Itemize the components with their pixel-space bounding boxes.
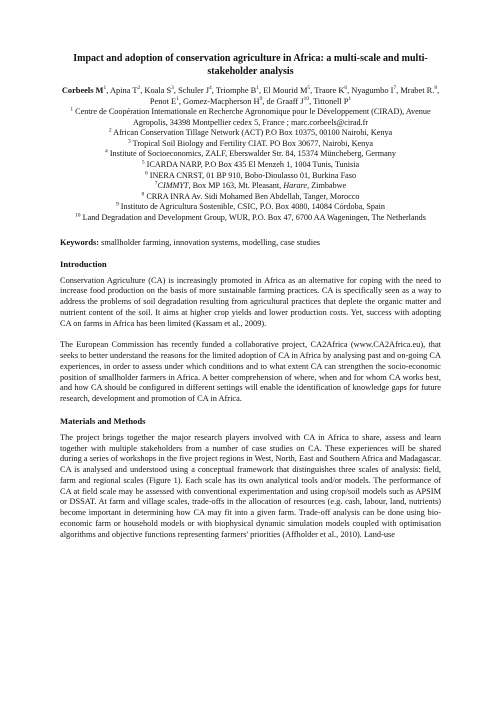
affiliation-number: 1 — [70, 106, 74, 113]
affiliation-number: 9 — [115, 201, 119, 208]
author-name: de Graaff J — [266, 96, 304, 106]
affiliation-text: Land Degradation and Development Group, WUR, P.O. Box 47, 6700 AA Wageningen, The Netherlands — [80, 212, 426, 222]
paper-title: Impact and adoption of conservation agriculture in Africa: a multi-scale and multi-stakeholder analysis — [73, 53, 428, 77]
affiliation — [60, 149, 441, 160]
author-name: Mrabet R. — [400, 86, 435, 95]
affiliation — [60, 171, 441, 182]
affiliation-number: 10 — [75, 212, 81, 219]
author-name: Nyagumbo I — [351, 86, 394, 95]
affiliation-number: 5 — [141, 159, 145, 166]
author — [178, 86, 212, 95]
author-affiliation-number: 1 — [176, 95, 179, 102]
author — [313, 97, 351, 106]
author-name: Penot E — [149, 96, 177, 106]
author-name: El Mourid M — [263, 86, 308, 95]
affiliation — [60, 128, 441, 139]
keywords-label: Keywords: — [60, 237, 100, 247]
methods-paragraph-1: The project brings together the major research players involved with CA in Africa to share, assess and learn together with multiple stakeholders from a number of case studies on CA. These experiences will be shared during a series of workshops in the five project regions in West, North, East and Southern Africa and Madagascar. CA is analysed and understood using a conceptual framework that distinguishes three scales of analysis: field, farm and regional scales (Figure 1). Each scale has its own analytical tools and/or models. The performance of CA at field scale may be assessed with conventional experimentation and using crop/soil models such as APSIM or DSSAT. At farm and village scales, trade-offs in the allocation of resources (e.g. cash, labour, land, nutrients) become important in determining how CA may fit into a given farm. Trade-off analysis can be done using bio-economic farm or household models or with biophysical dynamic simulation models coupled with optimisation algorithms and objective functions representing farmers' priorities (Affholder et al., 2010). Land-use — [60, 432, 441, 539]
author-name: Apina T — [109, 86, 138, 95]
author — [62, 86, 106, 95]
author-name: Koala S — [144, 86, 172, 95]
author — [351, 86, 396, 95]
author-name: Gomez-Macpherson H — [183, 96, 260, 106]
author — [150, 97, 179, 106]
author-affiliation-number: 8 — [434, 85, 438, 92]
affiliation-list — [60, 107, 441, 224]
affiliation-number: 6 — [144, 169, 148, 176]
affiliation — [60, 202, 441, 213]
author-affiliation-number: 9 — [259, 95, 263, 102]
author — [400, 86, 437, 95]
affiliation — [60, 139, 441, 150]
author-list: Corbeels $M^1$, Apina $T^2$, Koala $S^3$, Schuler $J^4$, Triomphe $B^1$, El Mourid $M^5$, Traore $K^6$, Nyagumbo $I^7$, Mrabet R.$^8$, Penot $E^1$, Gomez-Macpherson $H^9$, de Graaff $J^{10}$, Tittonell $P^1$ — [61, 85, 440, 106]
affiliation — [60, 213, 441, 224]
author-affiliation-number: 1 — [103, 85, 107, 92]
affiliation-text: Centre de Coopération Internationale en Recherche Agronomique pour le Développement (CIRAD), Avenue Agropolis, 34398 Montpellier cedex 5, France ; marc.corbeels@cirad.fr — [73, 107, 431, 127]
affiliation-org-italic: CIMMYT — [157, 181, 189, 191]
affiliation-text-after: , Zimbabwe — [307, 181, 347, 191]
author-affiliation-number: 3 — [171, 85, 174, 92]
affiliation-text: INERA CNRST, 01 BP 910, Bobo-Dioulasso 01, Burkina Faso — [147, 170, 357, 180]
affiliation-text: Institute of Socioeconomics, ZALF, Eberswalder Str. 84, 15374 Müncheberg, Germany — [107, 149, 396, 159]
author — [263, 86, 310, 95]
author-affiliation-number: 5 — [307, 85, 311, 92]
affiliation-text: Instituto de Agricultura Sostenible, CSIC, P.O. Box 4080, 14084 Córdoba, Spain — [118, 202, 386, 212]
introduction-paragraph-2: The European Commission has recently funded a collaborative project, CA2Africa (www.CA2Africa.eu), that seeks to better understand the reasons for the limited adoption of CA in Africa by analysing past and on-going CA experiences, in order to assess under which conditions and to what extent CA can strengthen the socio-economic position of smallholder farmers in Africa. A better comprehension of where, when and for whom CA works best, and how CA should be configured in different settings will enable the identification of knowledge gaps for future research, development and promotion of CA in Africa. — [60, 340, 441, 404]
author-affiliation-number: 4 — [209, 85, 212, 92]
author-affiliation-number: 1 — [256, 85, 260, 92]
keywords-text: smallholder farming, innovation systems, modelling, case studies — [99, 237, 321, 247]
affiliation — [60, 181, 441, 192]
author-name: Triomphe B — [215, 86, 257, 95]
author — [216, 86, 259, 95]
paper-page — [60, 52, 441, 551]
author-affiliation-number: 6 — [344, 85, 348, 92]
affiliation-text: Tropical Soil Biology and Fertility CIAT. PO Box 30677, Nairobi, Kenya — [130, 138, 374, 148]
author — [110, 86, 140, 95]
affiliation-number: 8 — [141, 191, 145, 198]
methods-heading: Materials and Methods — [60, 415, 146, 426]
introduction-paragraph-1: Conservation Agriculture (CA) is increasingly promoted in Africa as an alternative for coping with the need to increase food production on the basis of more sustainable farming practices. CA is specifically seen as a way to address the problems of soil degradation resulting from agricultural practices that deplete the organic matter and nutrient content of the soil. It aims at higher crop yields and lower production costs. Yet, success with adopting CA on farms in Africa has been limited (Kassam et al., 2009). — [60, 275, 441, 328]
author — [267, 97, 310, 106]
affiliation-number: 3 — [127, 138, 131, 145]
affiliation-text: African Conservation Tillage Network (ACT) P.O Box 10375, 00100 Nairobi, Kenya — [111, 128, 393, 138]
keywords-line — [60, 237, 441, 248]
author — [314, 86, 347, 95]
affiliation-text: ICARDA NARP, P.O Box 435 El Menzeh 1, 1004 Tunis, Tunisia — [144, 159, 360, 169]
author — [183, 97, 262, 106]
author-affiliation-number: 1 — [348, 95, 352, 102]
author-name: Corbeels M — [61, 86, 104, 95]
author-affiliation-number: 7 — [393, 85, 397, 92]
affiliation-number: 2 — [108, 127, 112, 134]
affiliation-number: 4 — [105, 148, 108, 155]
affiliation — [60, 107, 441, 128]
author-name: Tittonell P — [313, 96, 349, 106]
affiliation — [60, 160, 441, 171]
author-affiliation-number: 2 — [137, 85, 141, 92]
affiliation-text: CRRA INRA Av. Sidi Mohamed Ben Abdellah, Tanger, Morocco — [144, 191, 360, 201]
introduction-heading: Introduction — [60, 258, 107, 269]
affiliation-number: 7 — [154, 180, 158, 187]
author-name: Traore K — [314, 86, 345, 95]
affiliation-text: , Box MP 163, Mt. Pleasant, — [188, 181, 284, 191]
author — [144, 86, 174, 95]
author-affiliation-number: 10 — [303, 95, 310, 102]
affiliation-city-italic: Harare — [283, 181, 308, 191]
author-name: Schuler J — [178, 86, 210, 95]
